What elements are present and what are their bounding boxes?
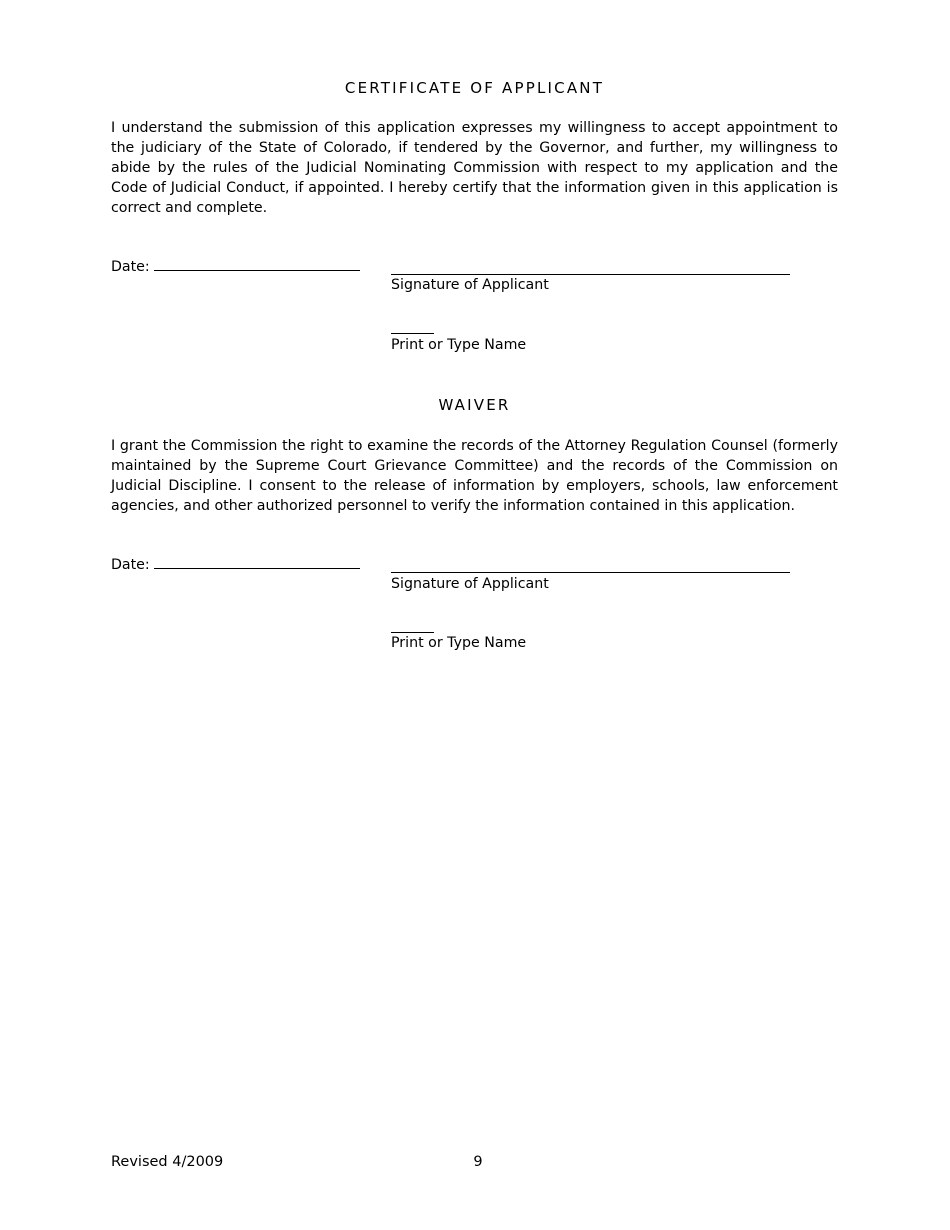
certificate-date-line[interactable] (154, 256, 360, 271)
certificate-date-field (111, 256, 360, 277)
waiver-date-label: Date: (111, 557, 150, 573)
waiver-signature-caption: Signature of Applicant (391, 576, 549, 592)
waiver-paragraph: I grant the Commission the right to examine the records of the Attorney Regulation Counsel (formerly maintained by the Supreme Court Grievance Committee) and the records of the Commission on Judicial Discipline. I consent to the release of information by employers, schools, law enforcement agencies, and other authorized personnel to verify the information contained in this application. (111, 438, 838, 514)
footer-revision: Revised 4/2009 (111, 1154, 224, 1170)
certificate-print-name-caption: Print or Type Name (391, 337, 527, 353)
waiver-signature-line[interactable] (391, 571, 790, 573)
waiver-date-line[interactable] (154, 554, 360, 569)
waiver-heading: WAIVER (438, 396, 511, 414)
certificate-paragraph: I understand the submission of this application expresses my willingness to accept appointment to the judiciary of the State of Colorado, if tendered by the Governor, and further, my willingness to abide by the rules of the Judicial Nominating Commission with respect to my application and the Code of Judicial Conduct, if appointed. I hereby certify that the information given in this application is correct and complete. (111, 120, 838, 216)
certificate-signature-caption: Signature of Applicant (391, 277, 549, 293)
waiver-date-field (111, 554, 360, 575)
footer-page-number: 9 (473, 1154, 483, 1170)
waiver-print-name-caption: Print or Type Name (391, 635, 527, 651)
certificate-date-label: Date: (111, 259, 150, 275)
certificate-print-name-line[interactable] (391, 332, 434, 334)
certificate-heading: CERTIFICATE OF APPLICANT (344, 79, 605, 97)
